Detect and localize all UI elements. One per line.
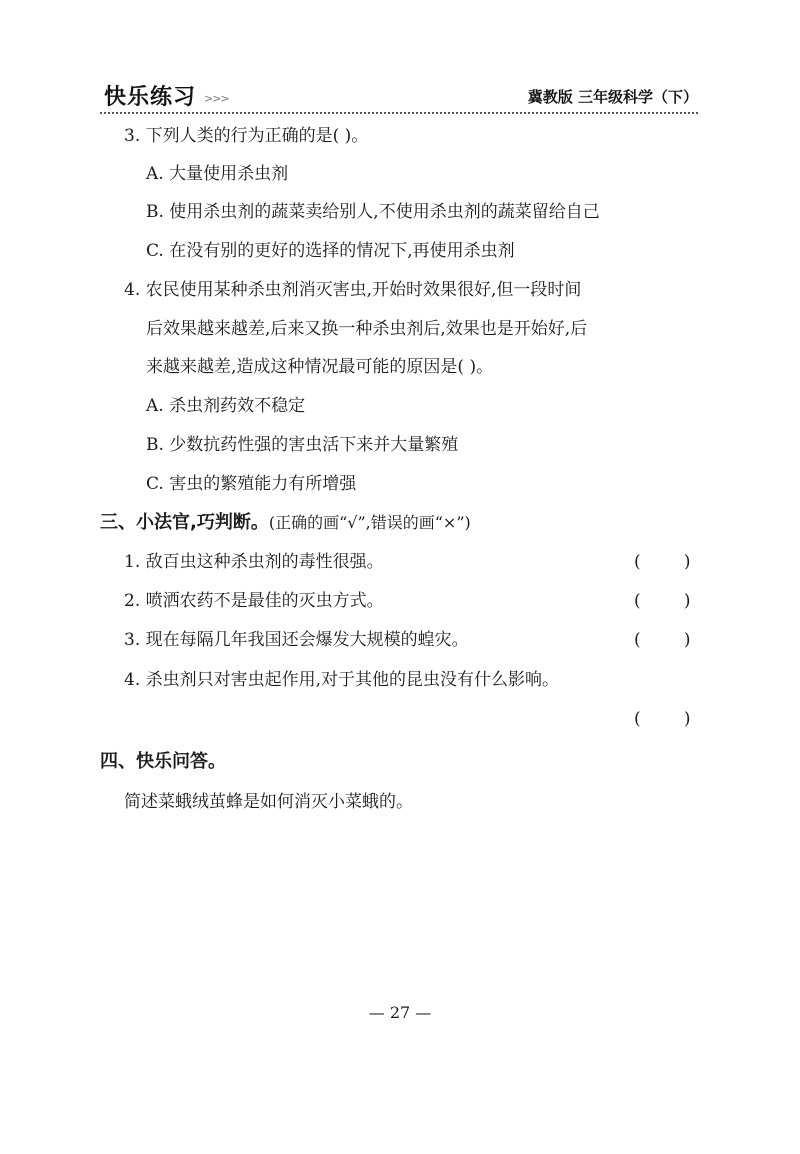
judgement-item-4: 4. 杀虫剂只对害虫起作用,对于其他的昆虫没有什么影响。	[124, 670, 560, 690]
question-4-stem-line-2: 后效果越来越差,后来又换一种杀虫剂后,效果也是开始好,后	[146, 319, 588, 339]
answer-blank-4[interactable]: ( )	[634, 709, 691, 729]
header-title: 快乐练习	[104, 85, 197, 110]
page-header	[100, 80, 698, 114]
answer-blank-3[interactable]: ( )	[634, 630, 691, 650]
section-4-question: 简述菜蛾绒茧蜂是如何消灭小菜蛾的。	[124, 792, 413, 812]
question-4-stem-line-3: 来越来越差,造成这种情况最可能的原因是( )。	[146, 357, 494, 377]
answer-blank-1[interactable]: ( )	[634, 552, 691, 572]
question-3-option-b: B. 使用杀虫剂的蔬菜卖给别人,不使用杀虫剂的蔬菜留给自己	[146, 202, 600, 222]
header-subtitle: 冀教版 三年级科学（下）	[527, 88, 698, 106]
section-3-title: 三、小法官,巧判断。	[100, 512, 269, 533]
question-4-option-a: A. 杀虫剂药效不稳定	[146, 396, 306, 416]
section-4-title: 四、快乐问答。	[100, 751, 226, 772]
section-3-heading	[100, 511, 471, 535]
page-number: — 27 —	[368, 1003, 432, 1022]
question-3-stem: 3. 下列人类的行为正确的是( )。	[124, 126, 369, 146]
header-arrows-decoration: >>>	[204, 92, 229, 105]
section-3-instruction: (正确的画“√”,错误的画“×”)	[268, 513, 471, 532]
question-4-option-b: B. 少数抗药性强的害虫活下来并大量繁殖	[146, 435, 459, 455]
question-4-option-c: C. 害虫的繁殖能力有所增强	[146, 474, 357, 494]
judgement-item-2: 2. 喷洒农药不是最佳的灭虫方式。	[124, 591, 384, 611]
judgement-item-1: 1. 敌百虫这种杀虫剂的毒性很强。	[124, 552, 384, 572]
question-3-option-c: C. 在没有别的更好的选择的情况下,再使用杀虫剂	[146, 241, 515, 261]
question-4-stem-line-1: 4. 农民使用某种杀虫剂消灭害虫,开始时效果很好,但一段时间	[124, 280, 582, 300]
answer-blank-2[interactable]: ( )	[634, 591, 691, 611]
question-3-option-a: A. 大量使用杀虫剂	[146, 164, 289, 184]
judgement-item-3: 3. 现在每隔几年我国还会爆发大规模的蝗灾。	[124, 630, 469, 650]
